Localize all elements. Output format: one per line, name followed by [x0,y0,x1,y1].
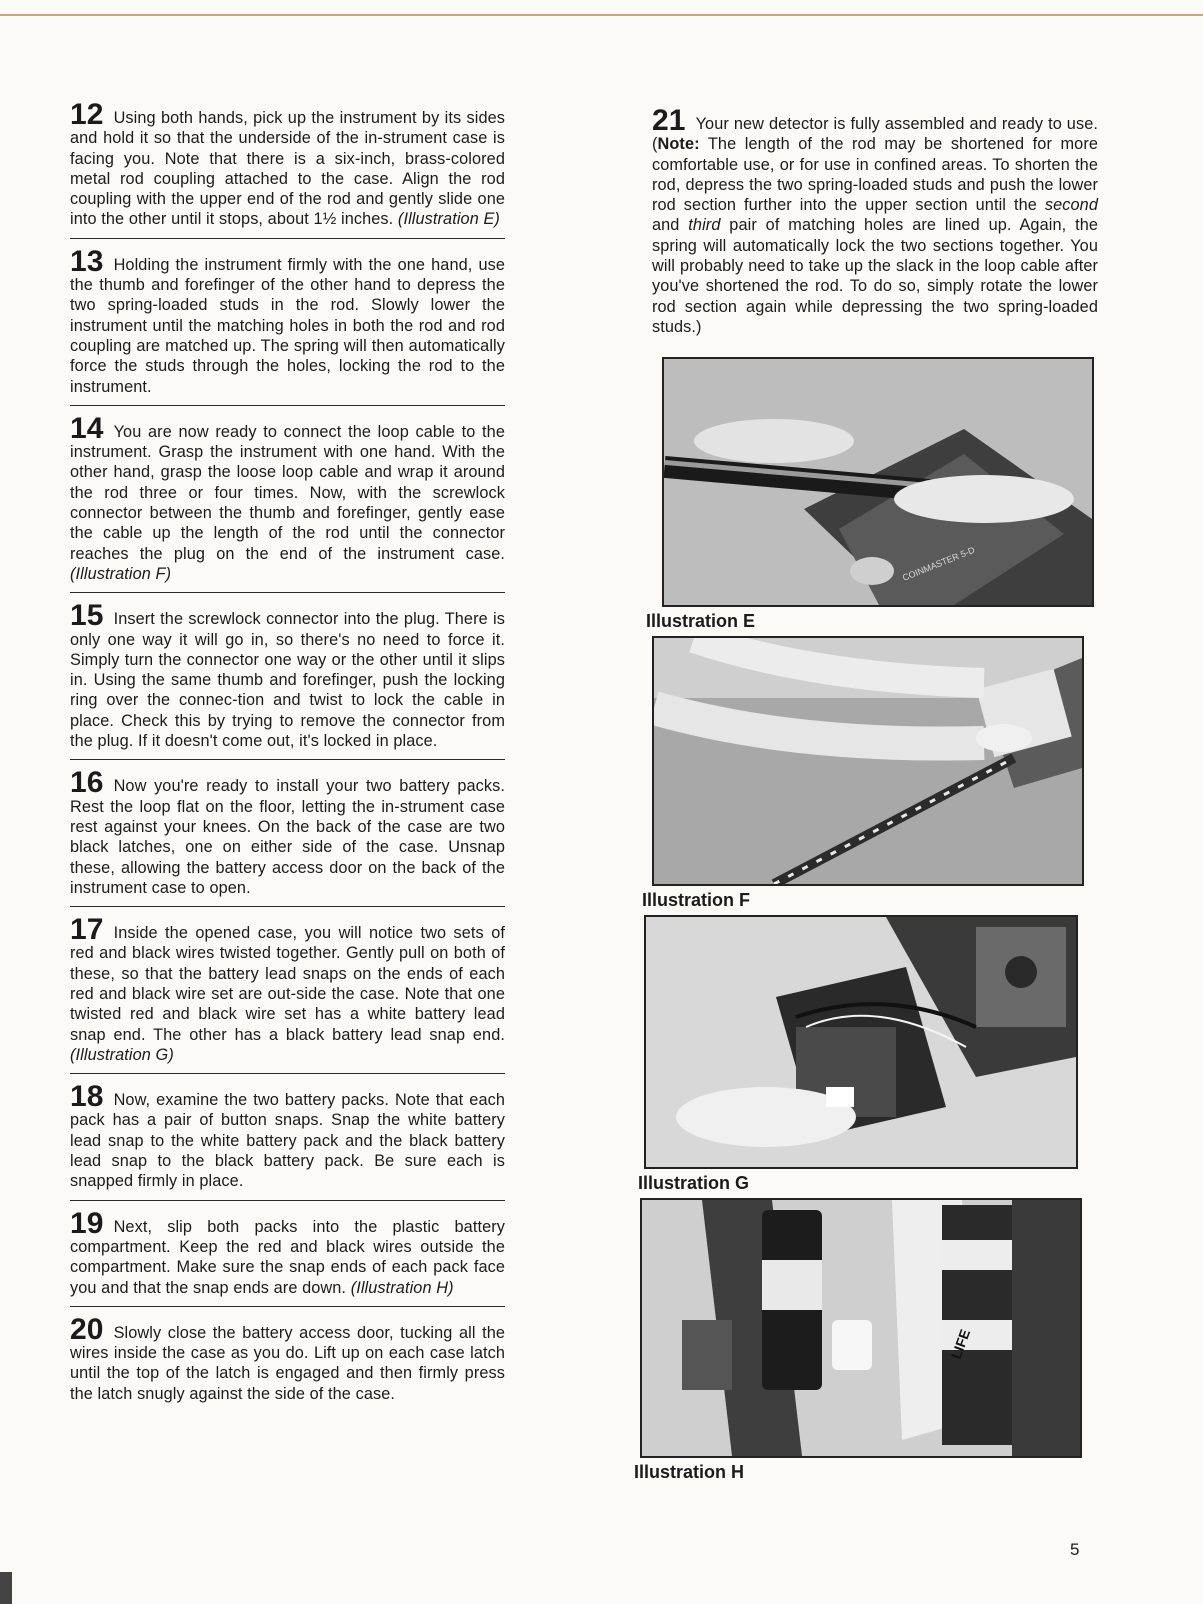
illustration-g-photo [644,915,1078,1169]
step-number: 17 [70,913,104,947]
step-text: Inside the opened case, you will notice two sets of red and black wires twisted together. Gently pull on both of these, so that the battery lead snaps on the ends of each red and black wire set are out-side the case. Note that one twisted red and black wire set has a white battery lead snap end. The other has a black battery lead snap end. [70,924,505,1044]
step-20 [70,1313,505,1412]
step-number: 19 [70,1206,104,1240]
step-text: You are now ready to connect the loop cable to the instrument. Grasp the instrument with one hand. With the other hand, grasp the loose loop cable and wrap it around the rod three or four times. Now, with the screwlock connector between the thumb and forefinger, gently ease the cable up the length of the rod until the connector reaches the plug on the end of the instrument case. [70,422,505,563]
illustration-reference: (Illustration E) [397,210,500,229]
step-text: Holding the instrument firmly with the one hand, use the thumb and forefinger of the other hand to depress the two spring-loaded studs in the rod. Slowly lower the instrument until the matching holes in both the rod and rod coupling are matched up. The spring will then automatically force the studs through the holes, locking the rod to the instrument. [70,255,505,396]
step-number: 14 [70,411,104,445]
step-number: 21 [652,104,686,137]
step-21 [652,104,1098,351]
illustration-h-caption: Illustration H [634,1462,745,1483]
left-column [70,98,505,1418]
illustration-reference: (Illustration H) [350,1278,454,1297]
step-14 [70,412,505,593]
page-number: 5 [1070,1540,1080,1559]
scan-corner-mark [0,1572,12,1604]
step-19 [70,1207,505,1307]
step-number: 15 [70,599,104,633]
top-rule [0,14,1203,16]
step-15 [70,599,505,760]
step-text: Now, examine the two battery packs. Note that each pack has a pair of button snaps. Snap the white battery lead snap to the white battery pack and the black battery lead snap to the black battery pack. Be sure each is snapped firmly in place. [70,1091,505,1191]
illustration-h-photo [640,1198,1082,1458]
illustration-e-caption: Illustration E [646,611,756,632]
note-label: Note: [657,135,700,154]
step-text: Now you're ready to install your two battery packs. Rest the loop flat on the floor, letting the in-strument case rest against your knees. On the back of the case are two black latches, one on either side of the case. Unsnap these, allowing the battery access door on the back of the instrument case to open. [70,777,505,897]
step-text: Next, slip both packs into the plastic battery compartment. Keep the red and black wires outside the compartment. Make sure the snap ends of each pack face you and that the snap ends are down. [70,1217,505,1297]
illustration-g-caption: Illustration G [638,1173,750,1194]
illustration-reference: (Illustration F) [70,564,172,583]
step-text: Slowly close the battery access door, tucking all the wires inside the case as you do. Lift up on each case latch until the top of the latch is engaged and then firmly press the latch snugly against the side of the case. [70,1323,505,1403]
step-number: 20 [70,1312,104,1346]
emphasis-word: second [1044,196,1098,215]
step-18 [70,1080,505,1200]
step-13 [70,245,505,406]
step-16 [70,766,505,907]
illustration-f-caption: Illustration F [642,890,750,911]
step-number: 18 [70,1080,104,1114]
illustration-f-photo [652,636,1084,886]
illustration-reference: (Illustration G) [70,1045,174,1064]
step-12 [70,98,505,239]
step-number: 12 [70,98,104,131]
step-text: pair of matching holes are lined up. Again, the spring will automatically lock the two sections together. You will probably need to take up the slack in the loop cable after you've shortened the rod. To do so, simply rotate the lower rod section again while depressing the two spring-loaded studs.) [652,216,1098,336]
step-number: 16 [70,766,104,800]
instrument-case-label: COINMASTER 5-D [901,544,977,584]
step-text: Your new detector is fully assembled and ready to use. ( [652,115,1098,154]
step-number: 13 [70,244,104,278]
right-column [634,104,1098,1487]
step-text: Insert the screwlock connector into the plug. There is only one way it will go in, so there's no need to force it. Simply turn the connector one way or the other until it slips in. Using the same thumb and forefinger, push the locking ring over the connec-tion and twist to lock the cable in place. Check this by trying to remove the connector from the plug. If it doesn't come out, it's locked in place. [70,610,505,751]
step-text: and [652,216,689,235]
step-text: Using both hands, pick up the instrument by its sides and hold it so that the underside of the in-strument case is facing you. Note that there is a six-inch, brass-colored metal rod coupling attached to the case. Align the rod coupling with the upper end of the rod and gently slide one into the other until it stops, about 1½ inches. [70,109,505,229]
illustration-e-photo [662,357,1094,607]
battery-label: LIFE [947,1327,974,1362]
emphasis-word: third [688,216,721,235]
step-text: The length of the rod may be shortened for more comfortable use, or for use in confined areas. To shorten the rod, depress the two spring-loaded studs and push the lower rod section further into the upper section until the [652,135,1098,215]
step-17 [70,913,505,1074]
